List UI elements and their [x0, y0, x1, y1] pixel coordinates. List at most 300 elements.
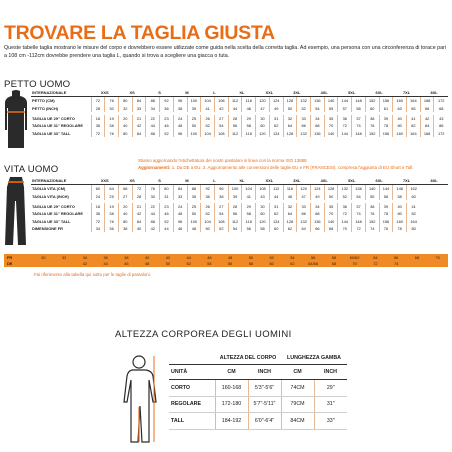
- band-cell: 72: [373, 261, 378, 267]
- height-table: [169, 352, 347, 430]
- table-cell: 128: [283, 129, 297, 136]
- table-cell: 112: [228, 217, 242, 224]
- table-cell: 70: [338, 225, 352, 232]
- size-header: L: [201, 177, 228, 185]
- table-cell: 58: [242, 210, 256, 217]
- row-label: TAGLIA UE 31'' REGOLARE: [32, 123, 83, 129]
- footnote: Fai riferimento alla tabella qui sotto per le taglie di pantaloni.: [34, 272, 151, 277]
- notice-text: 1. Da DE a EU. 2. Aggiornamento alle conversioni delle taglie EU e FR (FRANCESI), compresa l'aggiunta di EU Short e Tall.: [171, 165, 414, 170]
- table-cell: 42: [420, 115, 434, 122]
- table-cell: 24: [173, 203, 187, 210]
- table-cell: 28: [228, 203, 242, 210]
- table-row: [31, 115, 448, 122]
- table-cell: 35: [187, 193, 201, 200]
- notice-line-2: [138, 164, 450, 171]
- table-cell: 70: [324, 210, 338, 217]
- table-cell: 96: [173, 97, 187, 105]
- table-cell: 76: [365, 122, 379, 129]
- table-cell: 48: [173, 122, 187, 129]
- table-cell: 26: [201, 203, 215, 210]
- band-cell: 58: [248, 261, 254, 267]
- band-cell: 60: [269, 261, 274, 267]
- table-cell: 160: [393, 97, 407, 105]
- table-cell: 41: [407, 203, 421, 210]
- table-cell: 52: [297, 105, 311, 112]
- table-cell: 148: [393, 185, 407, 193]
- table-cell: 88: [187, 185, 201, 193]
- table-cell: 47: [297, 193, 311, 200]
- table-cell: 43: [434, 115, 448, 122]
- table-cell: 26: [201, 115, 215, 122]
- size-header: 5XL: [338, 177, 365, 185]
- table-cell: 164: [407, 217, 421, 224]
- table-cell: 50: [283, 105, 297, 112]
- table-cell: 46: [242, 105, 256, 112]
- table-cell: 79CM: [281, 396, 314, 413]
- table-cell: 112: [228, 129, 242, 136]
- table-cell: 124: [269, 129, 283, 136]
- table-cell: 35: [324, 203, 338, 210]
- table-cell: 54: [214, 210, 228, 217]
- table-cell: 41: [201, 105, 215, 112]
- size-header: 6XL: [365, 177, 392, 185]
- row-label: TAGLIA UE 29'' CORTO: [32, 204, 75, 210]
- table-cell: 70: [324, 122, 338, 129]
- band-cell: 48: [144, 261, 150, 267]
- band-cell: 32: [61, 254, 67, 260]
- table-cell: 76: [105, 97, 119, 105]
- table-cell: 66: [297, 122, 311, 129]
- table-cell: 60: [256, 210, 270, 217]
- table-cell: 27: [214, 115, 228, 122]
- row-label: CORTO: [169, 380, 215, 397]
- band-cell: 40: [144, 254, 150, 260]
- table-cell: 55: [324, 105, 338, 112]
- table-cell: 36: [338, 203, 352, 210]
- band-cell: 70: [435, 254, 440, 260]
- table-cell: 62: [269, 122, 283, 129]
- table-cell: 28: [91, 105, 105, 112]
- table-cell: 29": [314, 380, 347, 397]
- table-cell: 29: [242, 115, 256, 122]
- band-cell: 54: [207, 261, 212, 267]
- table-cell: 140: [324, 97, 338, 105]
- band-cell: 46: [124, 261, 129, 267]
- table-cell: 29: [242, 203, 256, 210]
- table-cell: 18: [91, 115, 105, 122]
- size-header: S: [146, 177, 173, 185]
- table-cell: 28: [228, 115, 242, 122]
- table-cell: 19: [105, 115, 119, 122]
- table-cell: 64: [283, 210, 297, 217]
- band-cell: 44: [186, 254, 191, 260]
- table-row: [31, 129, 448, 136]
- table-cell: 80: [118, 217, 132, 224]
- row-label: TAGLIA UE 31'' REGOLARE: [32, 211, 83, 217]
- height-group-row: [169, 352, 347, 365]
- vita-section-title: VITA UOMO: [4, 164, 59, 175]
- table-cell: 44: [146, 122, 160, 129]
- band-cell: 64: [373, 254, 378, 260]
- table-cell: 104: [242, 185, 256, 193]
- table-cell: 54: [311, 105, 325, 112]
- table-cell: 132: [297, 97, 311, 105]
- table-cell: 78: [379, 122, 393, 129]
- table-cell: 31": [314, 396, 347, 413]
- band-cell: 74: [393, 261, 399, 267]
- table-cell: 84: [173, 185, 187, 193]
- table-cell: 32: [283, 203, 297, 210]
- row-label: TAGLIA VITA (INCH): [32, 193, 69, 199]
- table-cell: 57: [338, 105, 352, 112]
- table-cell: 132: [297, 129, 311, 136]
- band-cell: 48: [227, 254, 233, 260]
- table-cell: 164: [407, 97, 421, 105]
- table-cell: 31: [269, 115, 283, 122]
- row-label: TAGLIA UE 29'' CORTO: [32, 116, 75, 122]
- table-cell: 39: [228, 193, 242, 200]
- table-cell: 25: [105, 193, 119, 200]
- table-cell: 66: [297, 210, 311, 217]
- table-cell: 33: [297, 203, 311, 210]
- row-label: DIMENSIONE FR: [32, 225, 63, 231]
- table-cell: 6'0"-6'4": [248, 413, 281, 430]
- table-cell: 156: [379, 217, 393, 224]
- table-cell: 24: [91, 193, 105, 200]
- table-cell: 156: [379, 129, 393, 136]
- size-header: XXS: [91, 89, 118, 97]
- table-cell: 40: [118, 210, 132, 217]
- table-row: [31, 185, 448, 193]
- table-cell: 5'7"-5'11": [248, 396, 281, 413]
- table-cell: 124: [269, 97, 283, 105]
- table-cell: 60: [269, 225, 283, 232]
- table-cell: 88: [146, 129, 160, 136]
- table-cell: 88: [146, 217, 160, 224]
- table-cell: 172: [434, 129, 448, 136]
- table-cell: 31: [160, 193, 174, 200]
- band-cell: 46: [207, 254, 212, 260]
- height-units-row: [169, 365, 347, 380]
- size-header: 3XL: [283, 89, 310, 97]
- table-cell: 46: [283, 193, 297, 200]
- table-cell: 152: [365, 97, 379, 105]
- table-cell: 32: [118, 105, 132, 112]
- table-cell: 104: [201, 129, 215, 136]
- table-cell: 49: [269, 105, 283, 112]
- table-cell: 40: [393, 203, 407, 210]
- table-cell: 92: [201, 185, 215, 193]
- table-row: [31, 203, 448, 210]
- table-cell: 52: [338, 193, 352, 200]
- band-cell: 50: [165, 261, 171, 267]
- intro-text: Queste tabelle taglia mostrano le misure del corpo e dovrebbero essere utilizzate come guida nella scelta della corretta taglia. Ad esempio, una persona con una circonferenza di torace pari a 108 cm -112cm dovrebbe prendere una taglia L, quando si trova a scegliere una giacca o tuta.: [4, 45, 446, 59]
- table-cell: 96: [173, 129, 187, 136]
- size-header: INTERNAZIONALE: [31, 89, 91, 97]
- unit-cell: CM: [281, 365, 314, 380]
- table-cell: 39: [379, 203, 393, 210]
- table-cell: 152: [365, 217, 379, 224]
- table-cell: 48: [173, 210, 187, 217]
- table-cell: 58: [242, 122, 256, 129]
- table-cell: 108: [214, 129, 228, 136]
- torso-figure-icon: [4, 90, 28, 148]
- table-cell: 112: [269, 185, 283, 193]
- band-cell: 64/66: [308, 261, 318, 267]
- table-cell: 72: [352, 225, 366, 232]
- table-cell: 124: [269, 217, 283, 224]
- table-cell: 37: [352, 203, 366, 210]
- group-body-height: ALTEZZA DEL CORPO: [215, 352, 281, 365]
- table-cell: 60: [91, 185, 105, 193]
- petto-table: [31, 89, 448, 137]
- table-cell: 136: [352, 185, 366, 193]
- unit-cell: INCH: [248, 365, 281, 380]
- table-cell: 128: [283, 217, 297, 224]
- size-header: 6XL: [365, 89, 392, 97]
- band-cell: 62: [290, 261, 295, 267]
- size-header: XS: [118, 89, 145, 97]
- table-cell: 33": [314, 413, 347, 430]
- table-cell: 42: [132, 122, 146, 129]
- table-cell: 96: [214, 185, 228, 193]
- size-header: L: [201, 89, 228, 97]
- table-row: [169, 396, 347, 413]
- notice-line-1: Stiamo aggiornando l'etichettatura dei nostri pantaloni in linea con la norma ISO 13688: [138, 158, 307, 163]
- table-cell: 60: [256, 122, 270, 129]
- size-header: 8XL: [420, 177, 448, 185]
- table-cell: 34: [91, 225, 105, 232]
- table-cell: 124: [311, 185, 325, 193]
- table-cell: 34: [311, 203, 325, 210]
- table-cell: 104: [201, 97, 215, 105]
- table-cell: 136: [311, 97, 325, 105]
- table-cell: 33: [297, 115, 311, 122]
- size-header: 5XL: [338, 89, 365, 97]
- table-cell: 20: [118, 203, 132, 210]
- table-cell: 144: [379, 185, 393, 193]
- table-cell: 37: [352, 115, 366, 122]
- table-cell: 56: [228, 210, 242, 217]
- table-cell: 78: [379, 210, 393, 217]
- notice-bold: Aggiornamenti:: [138, 165, 171, 170]
- table-cell: 36: [338, 115, 352, 122]
- table-cell: 40: [393, 115, 407, 122]
- table-cell: 80: [393, 122, 407, 129]
- size-header: 7XL: [393, 89, 420, 97]
- table-cell: 46: [160, 210, 174, 217]
- band-cell: 42: [165, 254, 171, 260]
- table-cell: 38: [105, 122, 119, 129]
- group-leg-length: LUNGHEZZA GAMBA: [281, 352, 347, 365]
- table-cell: 96: [173, 217, 187, 224]
- table-cell: 42: [146, 225, 160, 232]
- table-cell: 58: [352, 105, 366, 112]
- conversion-band: [4, 254, 448, 267]
- table-cell: 74: [365, 225, 379, 232]
- table-cell: 65: [407, 105, 421, 112]
- table-cell: 23: [160, 203, 174, 210]
- petto-section-title: PETTO UOMO: [4, 79, 71, 90]
- band-cell: 56: [227, 261, 233, 267]
- table-cell: 120: [297, 185, 311, 193]
- table-cell: 128: [324, 185, 338, 193]
- table-cell: 136: [311, 129, 325, 136]
- table-cell: 58: [393, 193, 407, 200]
- table-cell: 100: [187, 97, 201, 105]
- table-cell: 54: [352, 193, 366, 200]
- table-cell: 38: [173, 105, 187, 112]
- table-cell: 112: [228, 97, 242, 105]
- size-header: XXS: [91, 177, 118, 185]
- table-cell: 128: [283, 97, 297, 105]
- table-cell: 144: [338, 129, 352, 136]
- table-cell: 62: [283, 225, 297, 232]
- table-cell: 38: [105, 210, 119, 217]
- table-cell: 140: [324, 217, 338, 224]
- table-cell: 52: [214, 225, 228, 232]
- table-row: [31, 193, 448, 200]
- table-cell: 120: [256, 217, 270, 224]
- waist-figure-icon: [4, 176, 28, 246]
- table-cell: 33: [132, 105, 146, 112]
- table-cell: 156: [379, 97, 393, 105]
- table-cell: 23: [160, 115, 174, 122]
- table-cell: 84: [420, 122, 434, 129]
- table-cell: 64: [297, 225, 311, 232]
- table-cell: 74: [352, 210, 366, 217]
- table-cell: 24: [173, 115, 187, 122]
- row-label: REGOLARE: [169, 396, 215, 413]
- table-cell: 78: [393, 225, 407, 232]
- size-header: 8XL: [420, 89, 448, 97]
- table-cell: 66: [420, 105, 434, 112]
- size-header: 7XL: [393, 177, 420, 185]
- table-cell: 72: [91, 97, 105, 105]
- table-cell: 172: [434, 97, 448, 105]
- table-cell: 46: [173, 225, 187, 232]
- table-cell: 74: [352, 122, 366, 129]
- size-header: XL: [228, 89, 255, 97]
- table-cell: 144: [338, 97, 352, 105]
- units-label: UNITÀ: [169, 365, 215, 380]
- table-cell: 50: [187, 122, 201, 129]
- table-cell: 100: [187, 217, 201, 224]
- table-cell: 58: [256, 225, 270, 232]
- table-cell: 86: [434, 122, 448, 129]
- table-cell: 100: [187, 129, 201, 136]
- table-row: [31, 97, 448, 105]
- table-cell: 38: [365, 115, 379, 122]
- size-header: XXL: [256, 89, 283, 97]
- table-cell: 82: [407, 210, 421, 217]
- table-row: [31, 225, 448, 232]
- table-cell: 108: [256, 185, 270, 193]
- table-cell: 84: [132, 97, 146, 105]
- table-cell: 72: [338, 210, 352, 217]
- table-cell: 140: [324, 129, 338, 136]
- row-label: TAGLIA UE 33'' TALL: [32, 218, 71, 224]
- table-cell: 54: [228, 225, 242, 232]
- table-cell: 72: [132, 185, 146, 193]
- table-cell: 108: [214, 217, 228, 224]
- table-cell: 41: [242, 193, 256, 200]
- table-cell: 39: [187, 105, 201, 112]
- table-cell: 25: [187, 203, 201, 210]
- band-row-fr: [4, 254, 448, 261]
- table-cell: 76: [379, 225, 393, 232]
- band-cell: 60/62: [349, 254, 360, 260]
- table-cell: 76: [365, 210, 379, 217]
- table-cell: 40: [118, 122, 132, 129]
- table-cell: 38: [118, 225, 132, 232]
- table-cell: 46: [160, 122, 174, 129]
- petto-header-row: [31, 89, 448, 97]
- table-cell: 80: [118, 129, 132, 136]
- table-cell: 66: [311, 225, 325, 232]
- table-cell: 160: [393, 129, 407, 136]
- table-cell: 52: [201, 122, 215, 129]
- table-cell: 54: [214, 122, 228, 129]
- page-title: TROVARE LA TAGLIA GIUSTA: [4, 22, 275, 44]
- table-row: [31, 217, 448, 224]
- size-header: S: [146, 89, 173, 97]
- size-header: 4XL: [311, 89, 338, 97]
- size-header: 4XL: [311, 177, 338, 185]
- table-cell: 68: [118, 185, 132, 193]
- table-cell: 52: [201, 210, 215, 217]
- table-cell: 19: [105, 203, 119, 210]
- size-header: 3XL: [283, 177, 310, 185]
- band-cell: 58: [331, 254, 337, 260]
- table-cell: 62: [269, 210, 283, 217]
- table-cell: 68: [434, 105, 448, 112]
- table-cell: 56: [379, 193, 393, 200]
- band-cell: 30: [41, 254, 46, 260]
- table-cell: 76: [105, 217, 119, 224]
- table-cell: 25: [187, 115, 201, 122]
- band-cell: 52: [269, 254, 274, 260]
- table-cell: 72: [91, 217, 105, 224]
- table-cell: 68: [311, 122, 325, 129]
- table-row: [31, 105, 448, 112]
- band-label-fr: FR: [7, 254, 13, 260]
- table-cell: 43: [256, 193, 270, 200]
- full-body-figure-icon: [118, 355, 160, 447]
- table-cell: 18: [91, 203, 105, 210]
- row-label: PETTO (INCH): [32, 105, 59, 111]
- vita-table: [31, 177, 448, 232]
- band-cell: 54: [290, 254, 295, 260]
- table-cell: 80: [393, 210, 407, 217]
- table-cell: 104: [201, 217, 215, 224]
- table-cell: 27: [214, 203, 228, 210]
- table-cell: 164: [407, 129, 421, 136]
- vita-header-row: [31, 177, 448, 185]
- table-cell: 32: [283, 115, 297, 122]
- band-row-de: [4, 261, 448, 268]
- table-cell: 64: [105, 185, 119, 193]
- table-cell: 34: [146, 105, 160, 112]
- table-cell: 44: [228, 105, 242, 112]
- table-cell: 60: [365, 105, 379, 112]
- unit-cell: CM: [215, 365, 248, 380]
- table-cell: 80: [160, 185, 174, 193]
- table-row: [169, 380, 347, 397]
- size-header: XL: [228, 177, 255, 185]
- table-cell: 172-180: [215, 396, 248, 413]
- table-cell: 21: [132, 203, 146, 210]
